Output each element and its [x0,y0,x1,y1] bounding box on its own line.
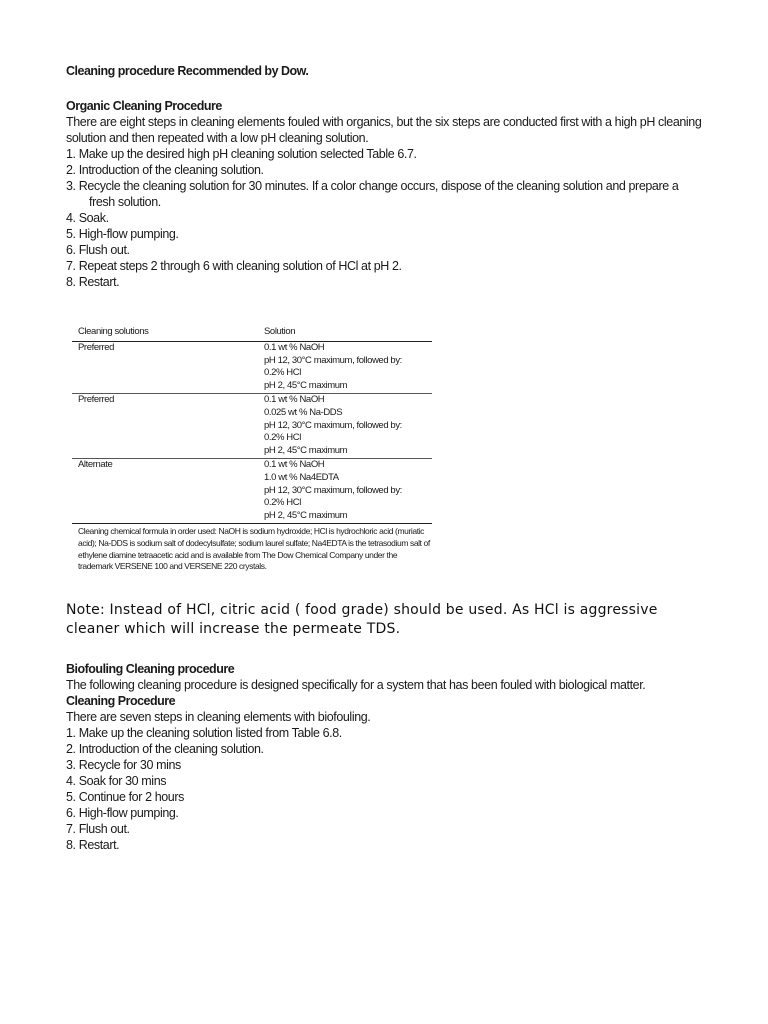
list-item: 4. Soak. [66,211,109,225]
biofouling-heading: Biofouling Cleaning procedure [66,662,235,677]
biofouling-section [66,661,706,853]
list-item: 7. Flush out. [66,822,130,837]
list-item: 4. Soak for 30 mins [66,774,167,789]
row-label: Preferred [72,341,258,393]
table-header-solution: Solution [258,326,432,341]
list-item: 5. Continue for 2 hours [66,790,184,805]
note-text: Note: Instead of HCl, citric acid ( food grade) should be used. As HCl is aggressive cleaner which will increase the permeate TDS. [66,602,658,638]
organic-section [66,98,706,290]
list-item: 8. Restart. [66,275,120,289]
list-item: 1. Make up the cleaning solution listed from Table 6.8. [66,726,342,741]
solution-line: 0.2% HCl [264,367,301,379]
row-label: Preferred [72,393,258,458]
list-item: 3. Recycle the cleaning solution for 30 minutes. If a color change occurs, dispose of the cleaning solution and prepare a fresh solution. [66,179,679,209]
row-solution [258,393,432,458]
organic-steps-list [66,146,706,290]
solution-line: 0.1 wt % NaOH [264,341,325,353]
solution-line: pH 12, 30°C maximum, followed by: [264,354,402,366]
solution-line: 0.025 wt % Na-DDS [264,406,343,418]
organic-intro: There are eight steps in cleaning elements fouled with organics, but the six steps are conducted first with a high pH cleaning solution and then repeated with a low pH cleaning solution. [66,115,702,145]
row-solution [258,458,432,523]
biofouling-intro: The following cleaning procedure is designed specifically for a system that has been fouled with biological matter. [66,678,646,693]
solution-line: 1.0 wt % Na4EDTA [264,471,339,483]
solution-line: 0.1 wt % NaOH [264,458,325,470]
table-footnote: Cleaning chemical formula in order used: NaOH is sodium hydroxide; HCl is hydrochloric acid (muriatic acid); Na-DDS is sodium salt of dodecylsulfate; sodium laurel sulfate; Na4EDTA is the tetrasodium salt of ethylene diamine tetraacetic acid and is available from The Dow Chemical Company under the trademark VERSENE 100 and VERSENE 220 crystals. [78,525,430,572]
list-item: 7. Repeat steps 2 through 6 with cleaning solution of HCl at pH 2. [66,259,402,273]
table-row [72,393,432,458]
solution-line: pH 2, 45°C maximum [264,510,348,522]
list-item: 3. Recycle for 30 mins [66,758,181,773]
list-item: 6. Flush out. [66,243,130,257]
biofouling-intro2: There are seven steps in cleaning elements with biofouling. [66,710,371,725]
table-header-cleaning-solutions: Cleaning solutions [72,326,258,341]
list-item: 6. High-flow pumping. [66,806,179,821]
document-title: Cleaning procedure Recommended by Dow. [66,64,309,78]
list-item: 8. Restart. [66,838,120,853]
solution-line: pH 2, 45°C maximum [264,445,348,457]
list-item: 5. High-flow pumping. [66,227,179,241]
row-label: Alternate [72,458,258,523]
solution-line: pH 2, 45°C maximum [264,380,348,392]
solutions-table [72,326,432,524]
table-row [72,341,432,393]
organic-heading: Organic Cleaning Procedure [66,99,222,113]
solution-line: 0.2% HCl [264,432,301,444]
table-row [72,458,432,523]
cleaning-solutions-table [72,326,432,573]
solution-line: pH 12, 30°C maximum, followed by: [264,419,402,431]
list-item: 2. Introduction of the cleaning solution. [66,742,264,757]
list-item: 2. Introduction of the cleaning solution. [66,163,264,177]
row-solution [258,341,432,393]
document-page [66,62,706,853]
biofouling-steps-list [66,725,706,853]
list-item: 1. Make up the desired high pH cleaning solution selected Table 6.7. [66,147,417,161]
solution-line: 0.1 wt % NaOH [264,393,325,405]
cleaning-procedure-subheading: Cleaning Procedure [66,694,176,709]
solution-line: pH 12, 30°C maximum, followed by: [264,484,402,496]
solution-line: 0.2% HCl [264,497,301,509]
